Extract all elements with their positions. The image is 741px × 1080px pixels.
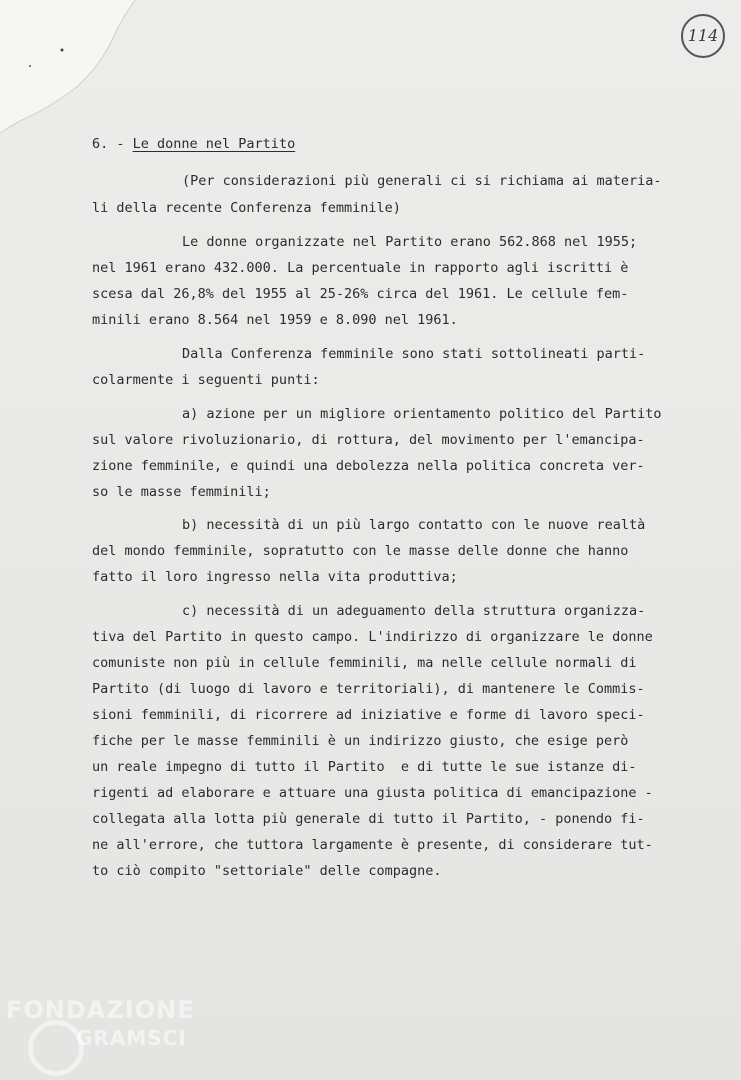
text-line: sioni femminili, di ricorrere ad iniziative e forme di lavoro speci- [92,707,645,723]
text-line: sul valore rivoluzionario, di rottura, del movimento per l'emancipa- [92,432,645,448]
text-line: del mondo femminile, sopratutto con le masse delle donne che hanno [92,543,629,559]
text-line: nel 1961 erano 432.000. La percentuale in rapporto agli iscritti è [92,260,629,276]
text-line: so le masse femminili; [92,484,271,500]
text-line: fatto il loro ingresso nella vita produttiva; [92,569,458,585]
text-line: ne all'errore, che tuttora largamente è presente, di considerare tut- [92,837,653,853]
text-line: (Per considerazioni più generali ci si richiama ai materia- [182,173,662,189]
text-line: Le donne organizzate nel Partito erano 562.868 nel 1955; [182,234,638,250]
torn-corner [0,0,140,135]
text-line: fiche per le masse femminili è un indirizzo giusto, che esige però [92,733,629,749]
watermark-line-1: FONDAZIONE [6,996,195,1024]
text-line: tiva del Partito in questo campo. L'indirizzo di organizzare le donne [92,629,653,645]
text-line: un reale impegno di tutto il Partito e di tutte le sue istanze di- [92,759,637,775]
text-line: comuniste non più in cellule femminili, ma nelle cellule normali di [92,655,637,671]
text-line: li della recente Conferenza femminile) [92,200,401,216]
text-line: collegata alla lotta più generale di tutto il Partito, - ponendo fi- [92,811,645,827]
page-number-stamp: 114 [681,14,725,58]
text-line: Partito (di luogo di lavoro e territoriali), di mantenere le Commis- [92,681,645,697]
text-line: zione femminile, e quindi una debolezza nella politica concreta ver- [92,458,645,474]
section-number: 6. - [92,136,133,152]
text-line: b) necessità di un più largo contatto con le nuove realtà [182,517,646,533]
text-line: minili erano 8.564 nel 1959 e 8.090 nel 1961. [92,312,458,328]
text-line: to ciò compito "settoriale" delle compagne. [92,863,442,879]
text-line: a) azione per un migliore orientamento politico del Partito [182,406,662,422]
text-line: c) necessità di un adeguamento della struttura organizza- [182,603,646,619]
section-heading [92,136,295,152]
watermark [6,996,195,1050]
text-line: Dalla Conferenza femminile sono stati sottolineati parti- [182,346,646,362]
section-title: Le donne nel Partito [132,136,296,152]
text-line: scesa dal 26,8% del 1955 al 25-26% circa del 1961. Le cellule fem- [92,286,629,302]
text-line: colarmente i seguenti punti: [92,372,320,388]
watermark-line-2: GRAMSCI [76,1026,187,1050]
text-line: rigenti ad elaborare e attuare una giusta politica di emancipazione - [92,785,653,801]
